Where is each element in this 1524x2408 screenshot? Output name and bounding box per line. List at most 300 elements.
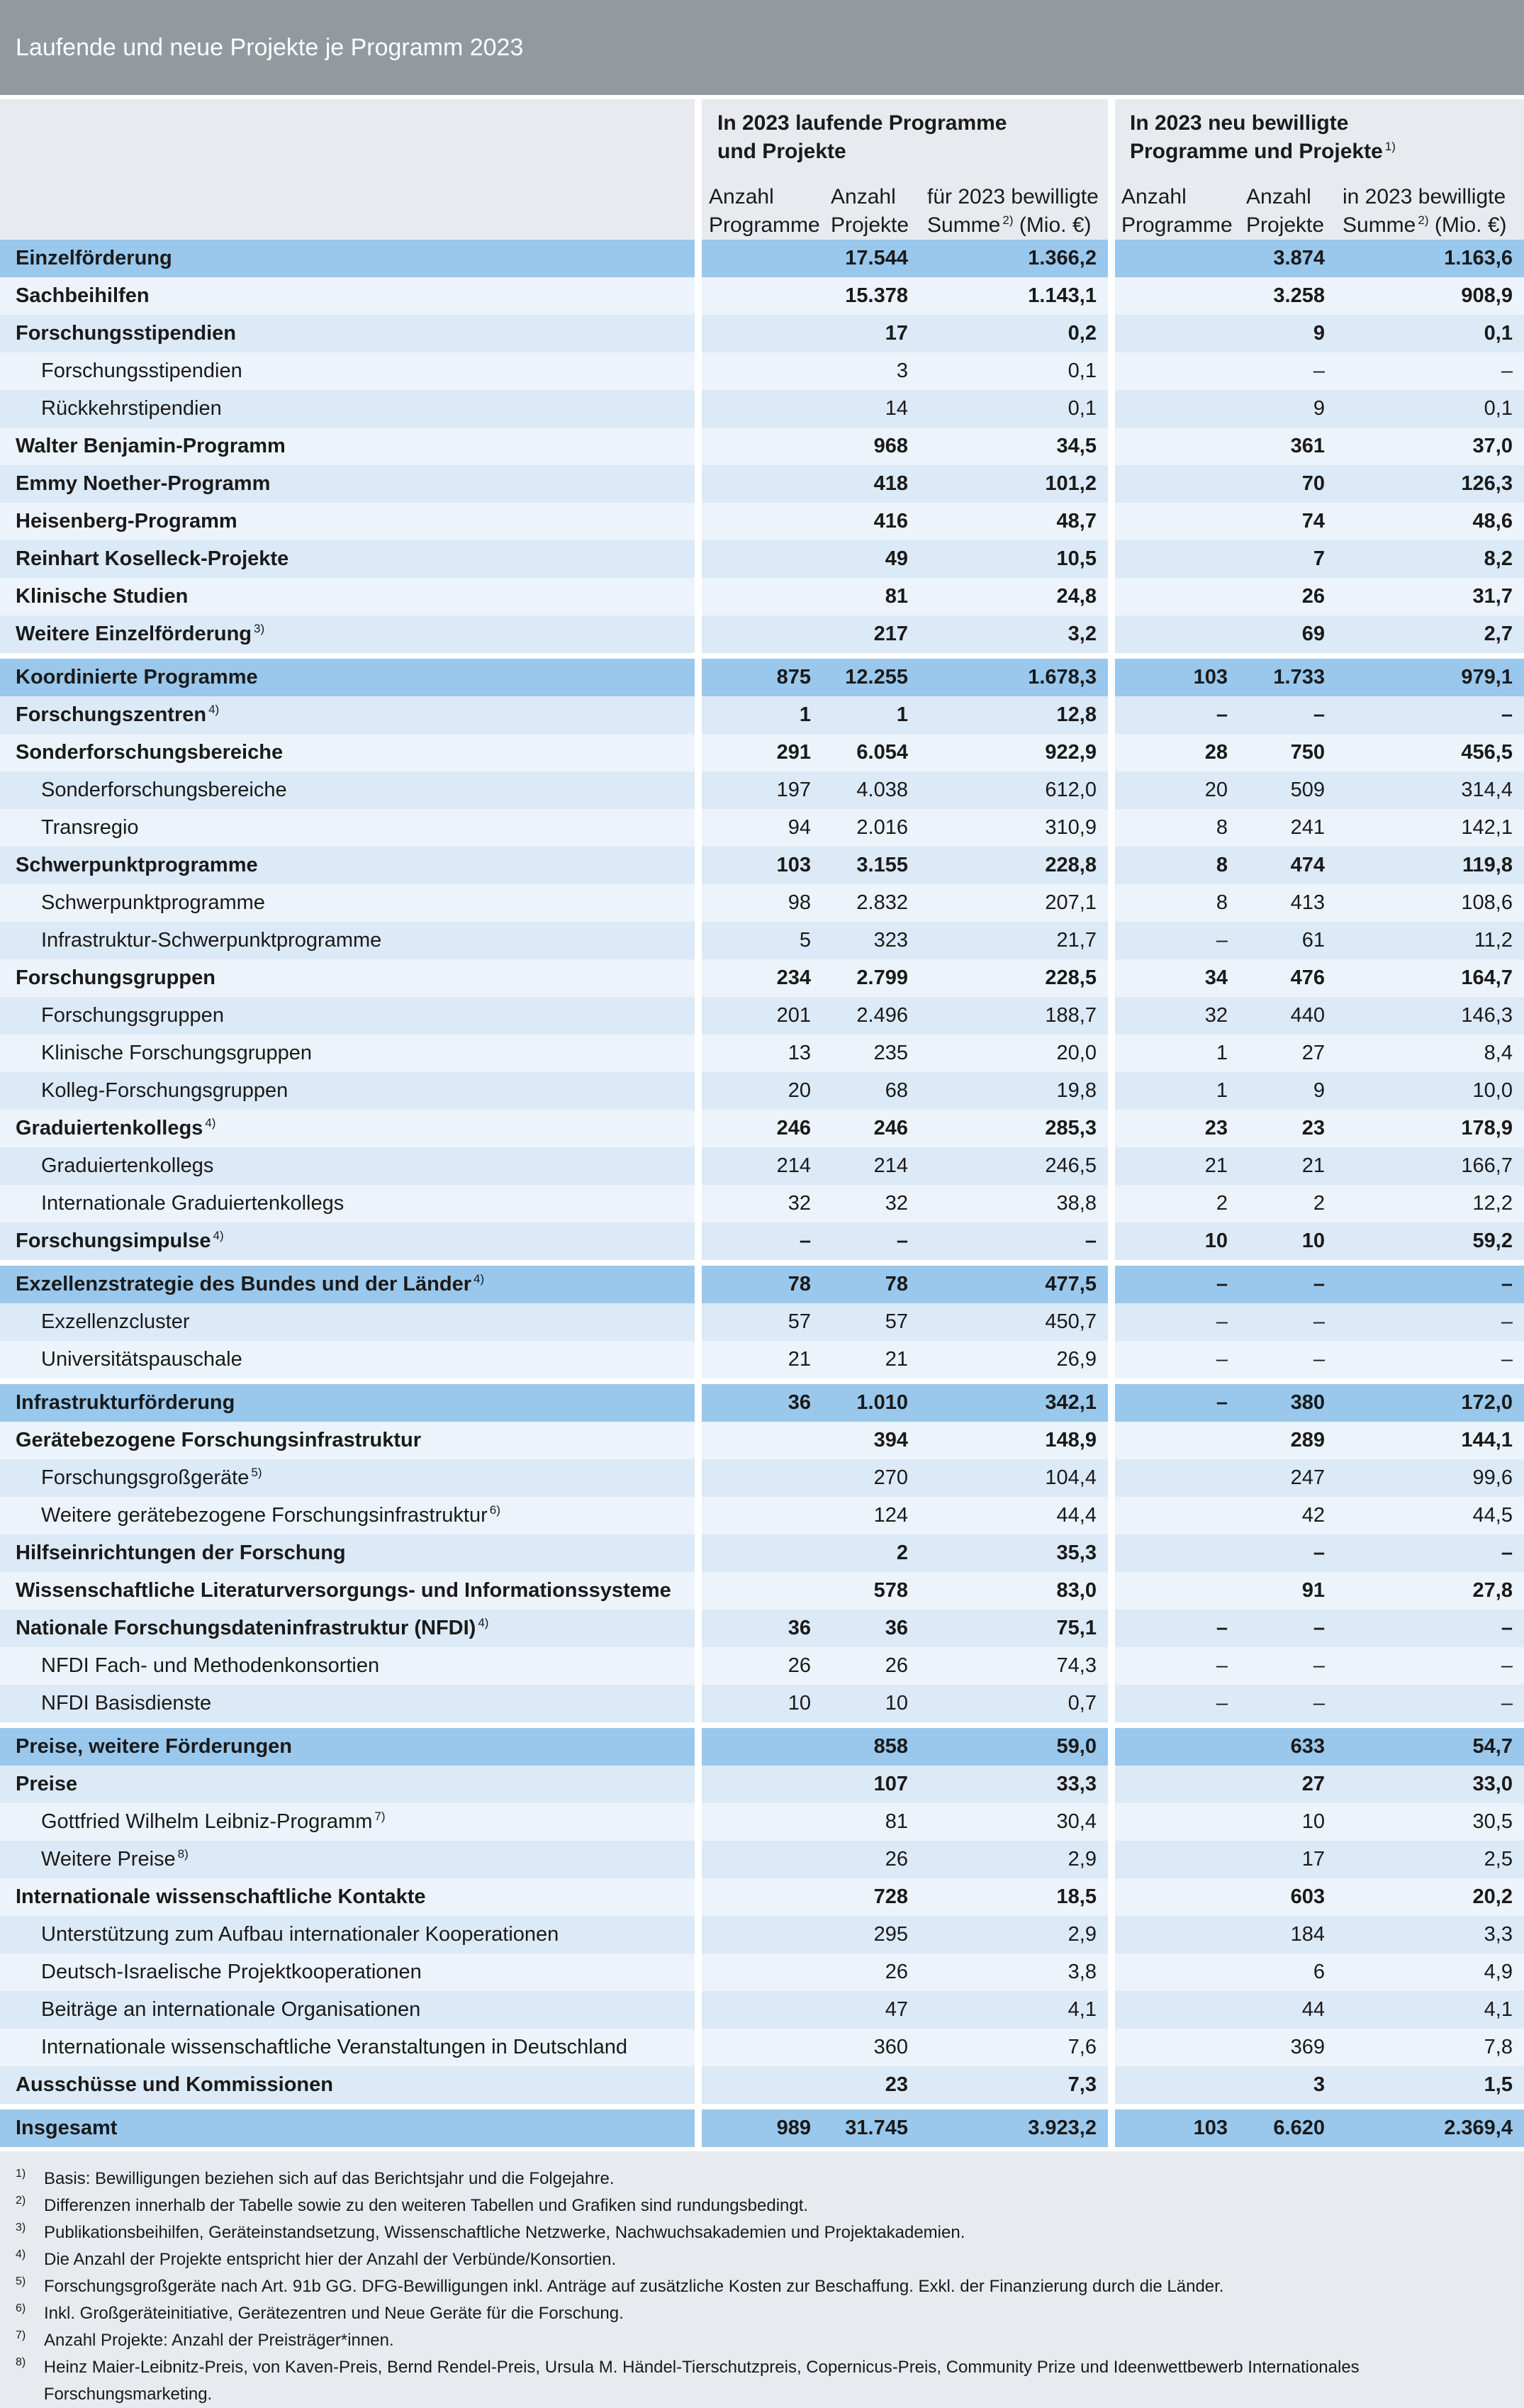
value-cell: 103 <box>1115 656 1239 696</box>
value-cell <box>702 615 822 656</box>
column-gap <box>1108 1222 1115 1263</box>
table-row <box>0 277 1524 315</box>
row-label: Graduiertenkollegs <box>0 1147 695 1185</box>
value-cell: 103 <box>1115 2107 1239 2147</box>
value-cell: 8 <box>1115 884 1239 922</box>
column-gap <box>695 615 702 656</box>
value-cell: 78 <box>822 1263 919 1303</box>
table-section-row <box>0 656 1524 696</box>
footnote: 4) Die Anzahl der Projekte entspricht hier der Anzahl der Verbünde/Konsortien. <box>16 2248 617 2269</box>
column-gap <box>695 656 702 696</box>
value-cell <box>1115 428 1239 465</box>
value-cell: 21 <box>702 1341 822 1381</box>
value-cell <box>702 315 822 352</box>
col-header-anzahl-projekte: Anzahl Projekte <box>831 185 909 237</box>
table-row <box>0 1222 1524 1263</box>
value-cell: – <box>822 1222 919 1263</box>
value-cell: 49 <box>822 540 919 578</box>
value-cell: 35,3 <box>919 1534 1108 1572</box>
value-cell: 27 <box>1239 1035 1336 1072</box>
table-row <box>0 1916 1524 1953</box>
value-cell: 107 <box>822 1766 919 1803</box>
value-cell: 20,2 <box>1336 1878 1524 1916</box>
value-cell: 184 <box>1239 1916 1336 1953</box>
column-gap <box>695 503 702 540</box>
value-cell: – <box>1115 1610 1239 1647</box>
value-cell: – <box>702 1222 822 1263</box>
row-label: Rückkehrstipendien <box>0 390 695 428</box>
value-cell <box>702 428 822 465</box>
value-cell: 989 <box>702 2107 822 2147</box>
column-gap <box>695 771 702 809</box>
value-cell <box>1115 390 1239 428</box>
value-cell: 4,1 <box>919 1991 1108 2029</box>
table-row <box>0 2029 1524 2066</box>
value-cell: 0,7 <box>919 1685 1108 1725</box>
table-row <box>0 578 1524 615</box>
value-cell: – <box>1115 1341 1239 1381</box>
value-cell: 20 <box>1115 771 1239 809</box>
table-row <box>0 1459 1524 1497</box>
value-cell: 36 <box>702 1381 822 1422</box>
column-gap <box>1108 922 1115 959</box>
value-cell: 214 <box>822 1147 919 1185</box>
value-cell: 633 <box>1239 1725 1336 1766</box>
column-gap <box>695 315 702 352</box>
value-cell: 36 <box>822 1610 919 1647</box>
value-cell <box>702 1534 822 1572</box>
value-cell: 2,7 <box>1336 615 1524 656</box>
table-row <box>0 1766 1524 1803</box>
value-cell <box>1115 1803 1239 1841</box>
column-gap <box>1108 1534 1115 1572</box>
value-cell: 33,3 <box>919 1766 1108 1803</box>
value-cell: 1.678,3 <box>919 656 1108 696</box>
column-gap <box>1108 771 1115 809</box>
column-gap <box>695 1878 702 1916</box>
column-gap <box>695 1263 702 1303</box>
value-cell: 101,2 <box>919 465 1108 503</box>
value-cell: 3,8 <box>919 1953 1108 1991</box>
column-gap <box>695 277 702 315</box>
value-cell: 235 <box>822 1035 919 1072</box>
column-gap <box>1108 1072 1115 1110</box>
value-cell: 228,8 <box>919 847 1108 884</box>
value-cell <box>702 1572 822 1610</box>
col-header-neu-anzahl-projekte: Anzahl Projekte <box>1246 185 1325 237</box>
row-label: Transregio <box>0 809 695 847</box>
value-cell <box>702 1422 822 1459</box>
row-label: Exzellenzstrategie des Bundes und der Länder $^{4)}$ <box>0 1263 695 1303</box>
footnote: 1) Basis: Bewilligungen beziehen sich auf das Berichtsjahr und die Folgejahre. <box>16 2168 615 2188</box>
row-label: Einzelförderung <box>0 240 695 277</box>
column-gap <box>695 847 702 884</box>
column-gap <box>1108 809 1115 847</box>
column-gap <box>695 1766 702 1803</box>
value-cell: 8 <box>1115 809 1239 847</box>
value-cell <box>702 1803 822 1841</box>
table-row <box>0 1878 1524 1916</box>
value-cell <box>1115 1572 1239 1610</box>
value-cell: 21 <box>1115 1147 1239 1185</box>
value-cell: 416 <box>822 503 919 540</box>
value-cell: 578 <box>822 1572 919 1610</box>
table-row <box>0 696 1524 734</box>
value-cell: 6 <box>1239 1953 1336 1991</box>
value-cell: – <box>1115 1381 1239 1422</box>
value-cell: 37,0 <box>1336 428 1524 465</box>
column-gap <box>1108 240 1115 277</box>
column-gap <box>1108 656 1115 696</box>
row-label: Insgesamt <box>0 2107 695 2147</box>
value-cell <box>1115 503 1239 540</box>
group-header-new: In 2023 neu bewilligte Programme und Projekte $^{1)}$ <box>1130 111 1396 163</box>
value-cell: 418 <box>822 465 919 503</box>
table-row <box>0 1035 1524 1072</box>
column-gap <box>1108 1147 1115 1185</box>
row-label: Forschungsstipendien <box>0 352 695 390</box>
value-cell <box>702 1841 822 1878</box>
value-cell: 26 <box>822 1953 919 1991</box>
value-cell: – <box>1336 696 1524 734</box>
footnote-ref: 4) <box>213 1229 224 1243</box>
value-cell: 2,5 <box>1336 1841 1524 1878</box>
value-cell: 104,4 <box>919 1459 1108 1497</box>
value-cell <box>1115 540 1239 578</box>
value-cell: 108,6 <box>1336 884 1524 922</box>
column-gap <box>695 1610 702 1647</box>
value-cell: 908,9 <box>1336 277 1524 315</box>
table-row <box>0 1534 1524 1572</box>
footnote-ref: 6) <box>489 1503 500 1517</box>
value-cell <box>1115 1916 1239 1953</box>
page-title: Laufende und neue Projekte je Programm 2023 <box>16 33 524 61</box>
value-cell: 875 <box>702 656 822 696</box>
table-row <box>0 1953 1524 1991</box>
value-cell: 172,0 <box>1336 1381 1524 1422</box>
value-cell: 450,7 <box>919 1303 1108 1341</box>
value-cell: 126,3 <box>1336 465 1524 503</box>
value-cell: 11,2 <box>1336 922 1524 959</box>
value-cell: – <box>1115 1647 1239 1685</box>
column-gap <box>695 352 702 390</box>
value-cell: – <box>1239 1685 1336 1725</box>
table-row <box>0 847 1524 884</box>
value-cell <box>1115 277 1239 315</box>
column-gap <box>695 1459 702 1497</box>
value-cell: 26 <box>1239 578 1336 615</box>
value-cell: 13 <box>702 1035 822 1072</box>
table-row <box>0 997 1524 1035</box>
column-gap <box>1108 1610 1115 1647</box>
row-label: Forschungszentren $^{4)}$ <box>0 696 695 734</box>
value-cell: 7,3 <box>919 2066 1108 2107</box>
column-gap <box>1108 1185 1115 1222</box>
value-cell: 3 <box>822 352 919 390</box>
value-cell: 47 <box>822 1991 919 2029</box>
value-cell: – <box>1239 1534 1336 1572</box>
column-gap <box>695 1916 702 1953</box>
table-row <box>0 884 1524 922</box>
page-title-bar <box>0 0 1524 95</box>
header-divider <box>695 99 702 240</box>
row-label: Forschungsstipendien <box>0 315 695 352</box>
value-cell: 2.016 <box>822 809 919 847</box>
value-cell: 8,2 <box>1336 540 1524 578</box>
footnote: 8) Heinz Maier-Leibnitz-Preis, von Kaven-Preis, Bernd Rendel-Preis, Ursula M. Händel-Tierschutzpreis, Copernicus-Preis, Community Prize und Ideenwettbewerb Internationales Forschungsmarketing. <box>16 2356 1360 2404</box>
column-gap <box>1108 1916 1115 1953</box>
column-gap <box>695 809 702 847</box>
value-cell: 12,2 <box>1336 1185 1524 1222</box>
column-gap <box>1108 578 1115 615</box>
value-cell <box>702 1766 822 1803</box>
value-cell: 74,3 <box>919 1647 1108 1685</box>
value-cell <box>1115 1459 1239 1497</box>
value-cell: 214 <box>702 1147 822 1185</box>
value-cell <box>702 2029 822 2066</box>
value-cell: 246 <box>822 1110 919 1147</box>
value-cell: 146,3 <box>1336 997 1524 1035</box>
column-gap <box>695 1725 702 1766</box>
value-cell: 30,4 <box>919 1803 1108 1841</box>
col-header-neu-summe: in 2023 bewilligte Summe $^{2)}$ (Mio. €) <box>1343 185 1507 237</box>
value-cell: 42 <box>1239 1497 1336 1534</box>
row-label: Beiträge an internationale Organisationen <box>0 1991 695 2029</box>
value-cell: 10 <box>822 1685 919 1725</box>
value-cell: 68 <box>822 1072 919 1110</box>
row-label: Preise, weitere Förderungen <box>0 1725 695 1766</box>
value-cell: – <box>1336 1341 1524 1381</box>
value-cell: 164,7 <box>1336 959 1524 997</box>
header-divider <box>1108 99 1115 240</box>
value-cell: 2.799 <box>822 959 919 997</box>
column-gap <box>1108 1263 1115 1303</box>
table-row <box>0 1841 1524 1878</box>
value-cell: 26 <box>822 1647 919 1685</box>
footnote-ref: 4) <box>208 703 220 717</box>
value-cell <box>702 1991 822 2029</box>
value-cell: 477,5 <box>919 1263 1108 1303</box>
table-row <box>0 615 1524 656</box>
value-cell: 91 <box>1239 1572 1336 1610</box>
row-label: Weitere Einzelförderung $^{3)}$ <box>0 615 695 656</box>
table-row <box>0 959 1524 997</box>
value-cell: 57 <box>702 1303 822 1341</box>
value-cell: 201 <box>702 997 822 1035</box>
value-cell: 48,6 <box>1336 503 1524 540</box>
table-row <box>0 1610 1524 1647</box>
table-section-row <box>0 2107 1524 2147</box>
column-gap <box>1108 1303 1115 1341</box>
value-cell: 23 <box>1239 1110 1336 1147</box>
value-cell: 7 <box>1239 540 1336 578</box>
value-cell: 314,4 <box>1336 771 1524 809</box>
table-section-row <box>0 1263 1524 1303</box>
value-cell: 4,1 <box>1336 1991 1524 2029</box>
value-cell: 3 <box>1239 2066 1336 2107</box>
group-header-running: In 2023 laufende Programme und Projekte <box>717 111 1007 163</box>
footnote: 2) Differenzen innerhalb der Tabelle sowie zu den weiteren Tabellen und Grafiken sind rundungsbedingt. <box>16 2195 809 2215</box>
table-row <box>0 352 1524 390</box>
value-cell <box>1115 1497 1239 1534</box>
value-cell: 166,7 <box>1336 1147 1524 1185</box>
value-cell: 728 <box>822 1878 919 1916</box>
value-cell: 32 <box>822 1185 919 1222</box>
column-gap <box>695 1110 702 1147</box>
value-cell: – <box>1115 696 1239 734</box>
footnote: 7) Anzahl Projekte: Anzahl der Preisträger*innen. <box>16 2329 394 2350</box>
table-row <box>0 1303 1524 1341</box>
row-label: Forschungsgroßgeräte $^{5)}$ <box>0 1459 695 1497</box>
column-gap <box>1108 997 1115 1035</box>
column-gap <box>695 1185 702 1222</box>
row-label: Forschungsimpulse $^{4)}$ <box>0 1222 695 1263</box>
value-cell: – <box>919 1222 1108 1263</box>
column-gap <box>695 390 702 428</box>
row-label: Gerätebezogene Forschungsinfrastruktur <box>0 1422 695 1459</box>
value-cell: 2 <box>1115 1185 1239 1222</box>
value-cell: 31,7 <box>1336 578 1524 615</box>
value-cell: 31.745 <box>822 2107 919 2147</box>
value-cell: 1,5 <box>1336 2066 1524 2107</box>
footnotes <box>0 2147 1524 2408</box>
value-cell: 19,8 <box>919 1072 1108 1110</box>
column-gap <box>1108 1422 1115 1459</box>
value-cell: 247 <box>1239 1459 1336 1497</box>
value-cell <box>1115 315 1239 352</box>
column-gap <box>695 2066 702 2107</box>
value-cell: 144,1 <box>1336 1422 1524 1459</box>
value-cell: 342,1 <box>919 1381 1108 1422</box>
value-cell: 17 <box>822 315 919 352</box>
table-section-row <box>0 1725 1524 1766</box>
column-gap <box>695 1222 702 1263</box>
value-cell: 44 <box>1239 1991 1336 2029</box>
row-label: Schwerpunktprogramme <box>0 847 695 884</box>
value-cell <box>702 390 822 428</box>
column-gap <box>695 884 702 922</box>
value-cell: 23 <box>822 2066 919 2107</box>
value-cell: 23 <box>1115 1110 1239 1147</box>
footnote-ref: 7) <box>374 1810 386 1824</box>
value-cell: 148,9 <box>919 1422 1108 1459</box>
value-cell: 0,1 <box>919 352 1108 390</box>
value-cell <box>1115 1953 1239 1991</box>
value-cell: 48,7 <box>919 503 1108 540</box>
value-cell: 323 <box>822 922 919 959</box>
value-cell: 0,1 <box>1336 390 1524 428</box>
value-cell: 119,8 <box>1336 847 1524 884</box>
value-cell: – <box>1239 1341 1336 1381</box>
column-gap <box>695 578 702 615</box>
table-row <box>0 1147 1524 1185</box>
value-cell: – <box>1336 352 1524 390</box>
column-gap <box>1108 390 1115 428</box>
table-section-row <box>0 240 1524 277</box>
value-cell: 2 <box>822 1534 919 1572</box>
value-cell: 27,8 <box>1336 1572 1524 1610</box>
value-cell: 241 <box>1239 809 1336 847</box>
value-cell: – <box>1115 922 1239 959</box>
column-gap <box>695 734 702 771</box>
value-cell: 979,1 <box>1336 656 1524 696</box>
value-cell: 74 <box>1239 503 1336 540</box>
value-cell: 9 <box>1239 390 1336 428</box>
value-cell: 603 <box>1239 1878 1336 1916</box>
value-cell: 3,3 <box>1336 1916 1524 1953</box>
value-cell <box>702 2066 822 2107</box>
value-cell: 18,5 <box>919 1878 1108 1916</box>
value-cell: 59,2 <box>1336 1222 1524 1263</box>
value-cell <box>702 352 822 390</box>
column-gap <box>695 1685 702 1725</box>
column-gap <box>1108 352 1115 390</box>
column-gap <box>695 696 702 734</box>
footnote-ref: 3) <box>254 622 265 636</box>
value-cell: 5 <box>702 922 822 959</box>
row-label: Preise <box>0 1766 695 1803</box>
value-cell: – <box>1336 1610 1524 1647</box>
value-cell: 4.038 <box>822 771 919 809</box>
value-cell: 380 <box>1239 1381 1336 1422</box>
row-label: Internationale wissenschaftliche Kontakte <box>0 1878 695 1916</box>
value-cell: 28 <box>1115 734 1239 771</box>
value-cell: 476 <box>1239 959 1336 997</box>
row-label: Heisenberg-Programm <box>0 503 695 540</box>
value-cell: 3.923,2 <box>919 2107 1108 2147</box>
column-gap <box>1108 1110 1115 1147</box>
value-cell: 94 <box>702 809 822 847</box>
footnote: 5) Forschungsgroßgeräte nach Art. 91b GG. DFG-Bewilligungen inkl. Anträge auf zusätzliche Kosten zur Beschaffung. Exkl. der Finanzierung durch die Länder. <box>16 2275 1224 2296</box>
value-cell: 21,7 <box>919 922 1108 959</box>
value-cell: – <box>1239 1303 1336 1341</box>
footnote-ref: 4) <box>478 1616 489 1630</box>
table-row <box>0 1341 1524 1381</box>
column-gap <box>695 1803 702 1841</box>
row-label: Kolleg-Forschungsgruppen <box>0 1072 695 1110</box>
column-gap <box>695 1841 702 1878</box>
value-cell: – <box>1239 1263 1336 1303</box>
column-gap <box>695 1497 702 1534</box>
value-cell: – <box>1239 696 1336 734</box>
footnote: 6) Inkl. Großgeräteinitiative, Gerätezentren und Neue Geräte für die Forschung. <box>16 2302 624 2323</box>
value-cell: 2,9 <box>919 1841 1108 1878</box>
row-label: Emmy Noether-Programm <box>0 465 695 503</box>
value-cell: – <box>1336 1263 1524 1303</box>
column-gap <box>695 1953 702 1991</box>
value-cell: 1.366,2 <box>919 240 1108 277</box>
value-cell: 12.255 <box>822 656 919 696</box>
value-cell: 188,7 <box>919 997 1108 1035</box>
footnote-ref: 5) <box>251 1466 262 1480</box>
column-gap <box>1108 1381 1115 1422</box>
value-cell: 54,7 <box>1336 1725 1524 1766</box>
value-cell: 10 <box>702 1685 822 1725</box>
table-row <box>0 1572 1524 1610</box>
column-gap <box>695 1647 702 1685</box>
value-cell: 369 <box>1239 2029 1336 2066</box>
footnote-ref: 4) <box>474 1272 485 1286</box>
column-gap <box>695 428 702 465</box>
row-label: NFDI Fach- und Methodenkonsortien <box>0 1647 695 1685</box>
column-gap <box>1108 1685 1115 1725</box>
value-cell: 413 <box>1239 884 1336 922</box>
value-cell: 2.369,4 <box>1336 2107 1524 2147</box>
value-cell <box>702 1725 822 1766</box>
column-gap <box>695 240 702 277</box>
value-cell <box>702 1459 822 1497</box>
column-gap <box>695 922 702 959</box>
